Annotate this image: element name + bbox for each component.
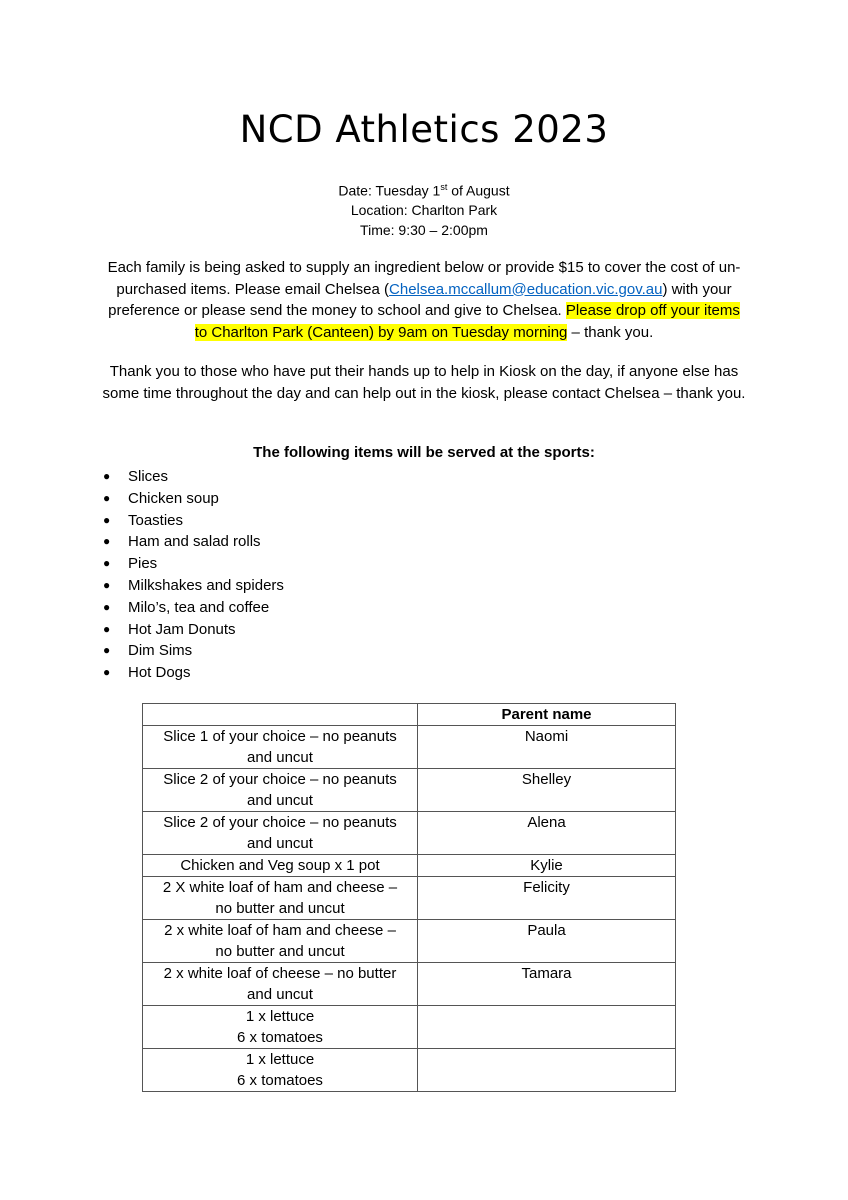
table-row xyxy=(143,726,676,769)
item-line: Slice 1 of your choice – no peanuts xyxy=(163,728,397,745)
table-header-parent: Parent name xyxy=(418,704,676,726)
table-cell-item xyxy=(143,877,418,920)
bullet-icon: ● xyxy=(103,490,111,505)
bullet-icon: ● xyxy=(103,643,111,658)
list-item-label: Slices xyxy=(128,468,169,485)
event-date: Date: Tuesday 1st of August xyxy=(338,182,510,199)
list-item xyxy=(100,466,284,488)
table-header-item xyxy=(143,704,418,726)
list-item xyxy=(100,575,284,597)
item-line: 1 x lettuce xyxy=(245,1051,315,1068)
table-cell-parent: Paula xyxy=(418,920,676,963)
event-time: Time: 9:30 – 2:00pm xyxy=(360,221,488,238)
bullet-icon: ● xyxy=(103,512,111,527)
table-cell-item xyxy=(143,769,418,812)
list-item xyxy=(100,553,284,575)
table-row xyxy=(143,1049,676,1092)
list-item-label: Toasties xyxy=(128,511,184,529)
table-row xyxy=(143,812,676,855)
table-row xyxy=(143,920,676,963)
table-cell-parent: Felicity xyxy=(418,877,676,920)
table-cell-parent: Tamara xyxy=(418,963,676,1006)
table-row xyxy=(143,855,676,877)
list-item xyxy=(100,619,284,641)
table-cell-item xyxy=(143,963,418,1006)
table-row xyxy=(143,963,676,1006)
table-cell-item xyxy=(143,812,418,855)
item-line: 2 x white loaf of cheese – no butter xyxy=(163,965,397,982)
table-cell-parent: Shelley xyxy=(418,769,676,812)
thanks-paragraph: Thank you to those who have put their hands up to help in Kiosk on the day, if anyone else has some time throughout the day and can help out in the kiosk, please contact Chelsea – thank you. xyxy=(102,363,746,402)
dropoff-highlight: Please drop off your items to Charlton Park (Canteen) by 9am on Tuesday morning xyxy=(194,302,740,341)
table-cell-parent: Kylie xyxy=(418,855,676,877)
page-title: NCD Athletics 2023 xyxy=(239,108,609,151)
list-item xyxy=(100,662,284,684)
list-item-label: Dim Sims xyxy=(128,642,193,660)
item-line: and uncut xyxy=(247,986,313,1003)
list-item-label: Chicken soup xyxy=(128,489,219,507)
item-line: and uncut xyxy=(247,835,313,852)
bullet-icon: ● xyxy=(103,577,111,592)
item-line: 6 x tomatoes xyxy=(237,1072,323,1089)
table-cell-parent xyxy=(418,1049,676,1092)
request-paragraph: Each family is being asked to supply an ingredient below or provide $15 to cover the cost of un-purchased items. Please email Chelsea (Chelsea.mccallum@education.vic.gov.au) with your preference or please send the money to school and give to Chelsea. Please drop off your items to Charlton Park (Canteen) by 9am on Tuesday morning – thank you. xyxy=(107,259,741,341)
list-item-label: Ham and salad rolls xyxy=(128,533,261,551)
item-line: Chicken and Veg soup x 1 pot xyxy=(180,857,380,874)
list-item-label: Milkshakes and spiders xyxy=(128,576,284,594)
table-cell-parent xyxy=(418,1006,676,1049)
item-line: and uncut xyxy=(247,749,313,766)
item-line: Slice 2 of your choice – no peanuts xyxy=(163,771,397,788)
email-link[interactable]: Chelsea.mccallum@education.vic.gov.au xyxy=(389,280,663,298)
list-item-label: Hot Jam Donuts xyxy=(128,620,236,638)
roster-table xyxy=(142,703,676,1092)
table-row xyxy=(143,769,676,812)
list-item xyxy=(100,531,284,553)
table-cell-item xyxy=(143,855,418,877)
bullet-icon: ● xyxy=(103,469,111,483)
item-line: no butter and uncut xyxy=(215,943,345,960)
table-cell-item xyxy=(143,1006,418,1049)
items-heading: The following items will be served at the sports: xyxy=(253,444,595,461)
item-line: 6 x tomatoes xyxy=(237,1029,323,1046)
bullet-icon: ● xyxy=(103,556,111,571)
item-line: Slice 2 of your choice – no peanuts xyxy=(163,814,397,831)
event-details xyxy=(0,178,848,240)
item-line: no butter and uncut xyxy=(215,900,345,917)
bullet-icon: ● xyxy=(103,621,111,636)
list-item xyxy=(100,640,284,662)
item-line: and uncut xyxy=(247,792,313,809)
list-item xyxy=(100,597,284,619)
list-item-label: Milo’s, tea and coffee xyxy=(128,598,270,616)
items-list xyxy=(100,466,284,684)
table-row xyxy=(143,877,676,920)
table-cell-item xyxy=(143,920,418,963)
bullet-icon: ● xyxy=(103,665,111,680)
item-line: 1 x lettuce xyxy=(245,1008,315,1025)
bullet-icon: ● xyxy=(103,599,111,614)
list-item xyxy=(100,488,284,510)
table-cell-parent: Naomi xyxy=(418,726,676,769)
table-cell-item xyxy=(143,1049,418,1092)
table-header-row xyxy=(143,704,676,726)
list-item-label: Hot Dogs xyxy=(128,664,191,682)
event-location: Location: Charlton Park xyxy=(350,202,498,219)
list-item xyxy=(100,510,284,532)
table-row xyxy=(143,1006,676,1049)
list-item-label: Pies xyxy=(128,555,158,573)
item-line: 2 X white loaf of ham and cheese – xyxy=(162,879,398,896)
bullet-icon: ● xyxy=(103,534,111,549)
table-cell-parent: Alena xyxy=(418,812,676,855)
table-cell-item xyxy=(143,726,418,769)
item-line: 2 x white loaf of ham and cheese – xyxy=(164,922,396,939)
